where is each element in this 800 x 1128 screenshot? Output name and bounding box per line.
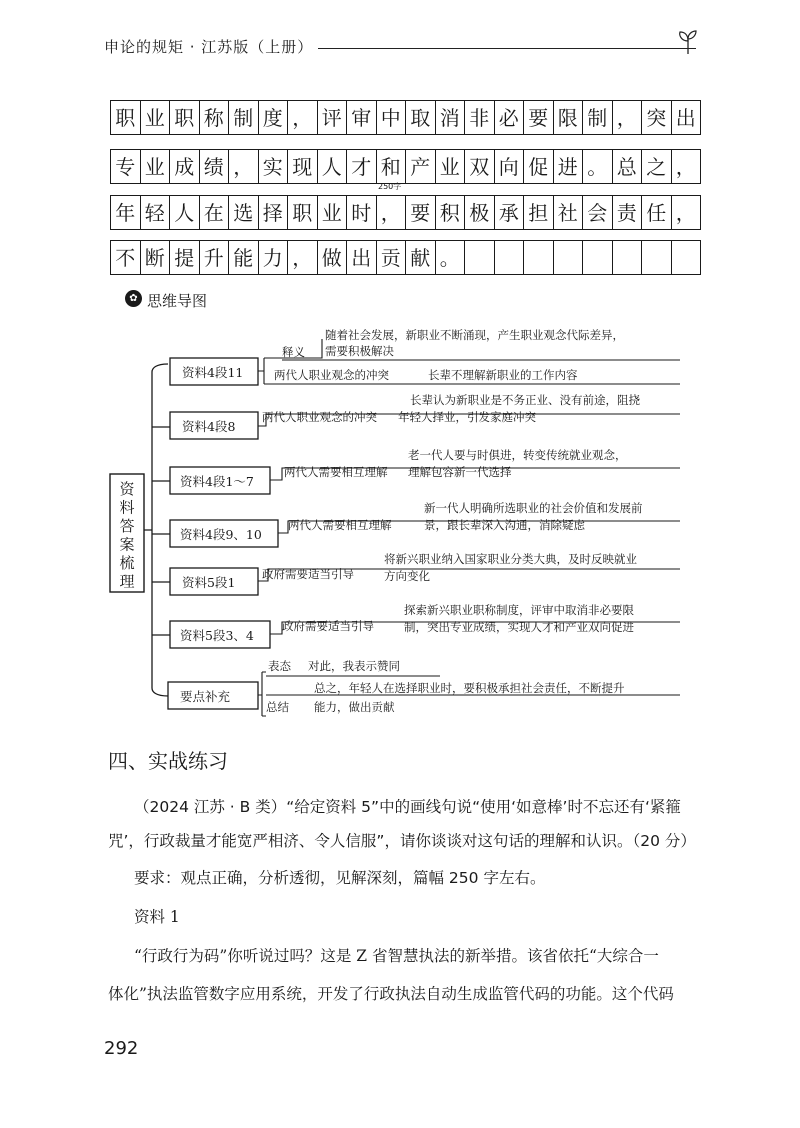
grid-cell: 向 [495,149,525,184]
grid-cell: 才 [347,149,377,184]
grid-cell: 积 [436,195,466,230]
grid-cell: 力 [259,240,289,275]
grid-cell: ， [672,195,702,230]
grid-cell: 专 [111,149,141,184]
grid-cell: 非 [465,100,495,135]
branch-note: 方向变化 [384,569,430,583]
grid-cell: 责 [613,195,643,230]
grid-cell: 会 [583,195,613,230]
branch-label: 资料5段1 [182,575,236,590]
running-header-title: 申论的规矩 · 江苏版（上册） [104,38,314,56]
grid-cell: 促 [524,149,554,184]
grid-cell: 升 [200,240,230,275]
grid-cell: 制 [229,100,259,135]
grid-cell: 做 [318,240,348,275]
grid-cell: 任 [642,195,672,230]
branch-note: 总之，年轻人在选择职业时，要积极承担社会责任，不断提升 [314,681,625,695]
branch-note: 能力，做出贡献 [314,700,395,714]
grid-cell: 人 [318,149,348,184]
grid-cell: 担 [524,195,554,230]
branch-sub-label: 总结 [266,700,289,714]
grid-cell: 总 [613,149,643,184]
page-number: 292 [104,1038,139,1059]
grid-cell: 业 [141,149,171,184]
branch-note: 老一代人要与时俱进，转变传统就业观念， [408,448,627,462]
grid-cell: ， [377,195,407,230]
grid-cell: 制 [583,100,613,135]
grid-cell: 年 [111,195,141,230]
grid-cell: 之 [642,149,672,184]
grid-cell: 职 [170,100,200,135]
grid-cell: 进 [554,149,584,184]
grid-cell: 在 [200,195,230,230]
branch-label: 资料4段9、10 [180,527,262,542]
grid-cell: ， [613,100,643,135]
grid-cell: 轻 [141,195,171,230]
branch-note: 制，突出专业成绩，实现人才和产业双向促进 [404,620,634,634]
branch-note: 景，跟长辈深入沟通，消除疑虑 [424,518,585,532]
grid-cell: 出 [347,240,377,275]
branch-note: 年轻人择业，引发家庭冲突 [398,410,536,424]
grid-cell: 时 [347,195,377,230]
grid-cell: 审 [347,100,377,135]
branch-label: 资料4段8 [182,419,236,434]
grid-cell: 贡 [377,240,407,275]
grid-cell: 和 [377,149,407,184]
grid-cell: 中 [377,100,407,135]
grid-cell: 要 [524,100,554,135]
branch-note: 探索新兴职业职称制度，评审中取消非必要限 [404,603,634,617]
branch-note: 将新兴职业纳入国家职业分类大典，及时反映就业 [384,552,637,566]
grid-cell: 择 [259,195,289,230]
question-line: 咒’，行政裁量才能宽严相济、令人信服”，请你谈谈对这句话的理解和认识。（20 分） [108,832,696,850]
grid-cell: 。 [583,149,613,184]
branch-note: 长辈认为新职业是不务正业、没有前途，阻挠 [410,393,640,407]
branch-sub-label: 两代人职业观念的冲突 [274,368,389,382]
section-heading: 四、实战练习 [108,749,228,773]
branch-note: 随着社会发展，新职业不断涌现，产生职业观念代际差异， [325,328,624,342]
grid-cell: 消 [436,100,466,135]
grid-cell: ， [229,149,259,184]
grid-cell: 承 [495,195,525,230]
grid-cell: 不 [111,240,141,275]
grid-cell: ， [672,149,702,184]
branch-sub-label: 两代人职业观念的冲突 [262,410,377,424]
branch-note: 对此，我表示赞同 [308,659,400,673]
branch-label: 资料4段1～7 [180,474,254,489]
grid-cell: 职 [111,100,141,135]
grid-cell: 极 [465,195,495,230]
grid-cell: 献 [406,240,436,275]
branch-note: 新一代人明确所选职业的社会价值和发展前 [424,501,643,515]
grid-cell: 称 [200,100,230,135]
grid-cell: 评 [318,100,348,135]
branch-sub-label: 政府需要适当引导 [262,567,354,581]
branch-label: 要点补充 [180,689,231,704]
grid-cell: 取 [406,100,436,135]
grid-cell: ， [288,100,318,135]
flower-badge-icon: ✿ [125,290,142,307]
grid-cell: 绩 [200,149,230,184]
branch-sub-label: 释义 [282,345,305,359]
material-line: 体化”执法监管数字应用系统，开发了行政执法自动生成监管代码的功能。这个代码 [108,985,674,1003]
mind-map-root-label: 资料答案梳理 [119,480,135,591]
grid-cell: 。 [436,240,466,275]
grid-cell: 产 [406,149,436,184]
branch-sub-label: 政府需要适当引导 [282,619,374,633]
grid-cell: 成 [170,149,200,184]
branch-sub-label: 两代人需要相互理解 [288,518,392,532]
grid-cell: 提 [170,240,200,275]
requirement-line: 要求：观点正确，分析透彻，见解深刻，篇幅 250 字左右。 [134,869,546,887]
grid-cell: 突 [642,100,672,135]
branch-note: 理解包容新一代选择 [408,465,512,479]
grid-cell: 人 [170,195,200,230]
grid-cell: 实 [259,149,289,184]
grid-cell: 业 [436,149,466,184]
word-count-mark: 250字 [378,182,402,191]
branch-sub-label: 两代人需要相互理解 [284,465,388,479]
grid-cell: 社 [554,195,584,230]
grid-cell: 职 [288,195,318,230]
grid-cell: 选 [229,195,259,230]
material-line: “行政行为码”你听说过吗？这是 Z 省智慧执法的新举措。该省依托“大综合一 [134,947,659,965]
branch-note: 需要积极解决 [325,344,394,358]
grid-cell: 现 [288,149,318,184]
grid-cell: 度 [259,100,289,135]
mind-map-title: 思维导图 [147,292,208,310]
grid-cell: 业 [318,195,348,230]
material-label: 资料 1 [134,908,180,926]
grid-cell: 双 [465,149,495,184]
grid-cell: ， [288,240,318,275]
branch-label: 资料4段11 [182,365,244,380]
question-line: （2024 江苏 · B 类）“给定资料 5”中的画线句说“使用‘如意棒’时不忘还有‘紧箍 [134,798,681,816]
grid-cell: 业 [141,100,171,135]
branch-label: 资料5段3、4 [180,628,254,643]
grid-cell: 能 [229,240,259,275]
branch-note: 长辈不理解新职业的工作内容 [428,368,578,382]
branch-sub-label: 表态 [268,659,291,673]
grid-cell: 限 [554,100,584,135]
grid-cell: 断 [141,240,171,275]
grid-cell: 要 [406,195,436,230]
grid-cell: 必 [495,100,525,135]
grid-cell: 出 [672,100,702,135]
